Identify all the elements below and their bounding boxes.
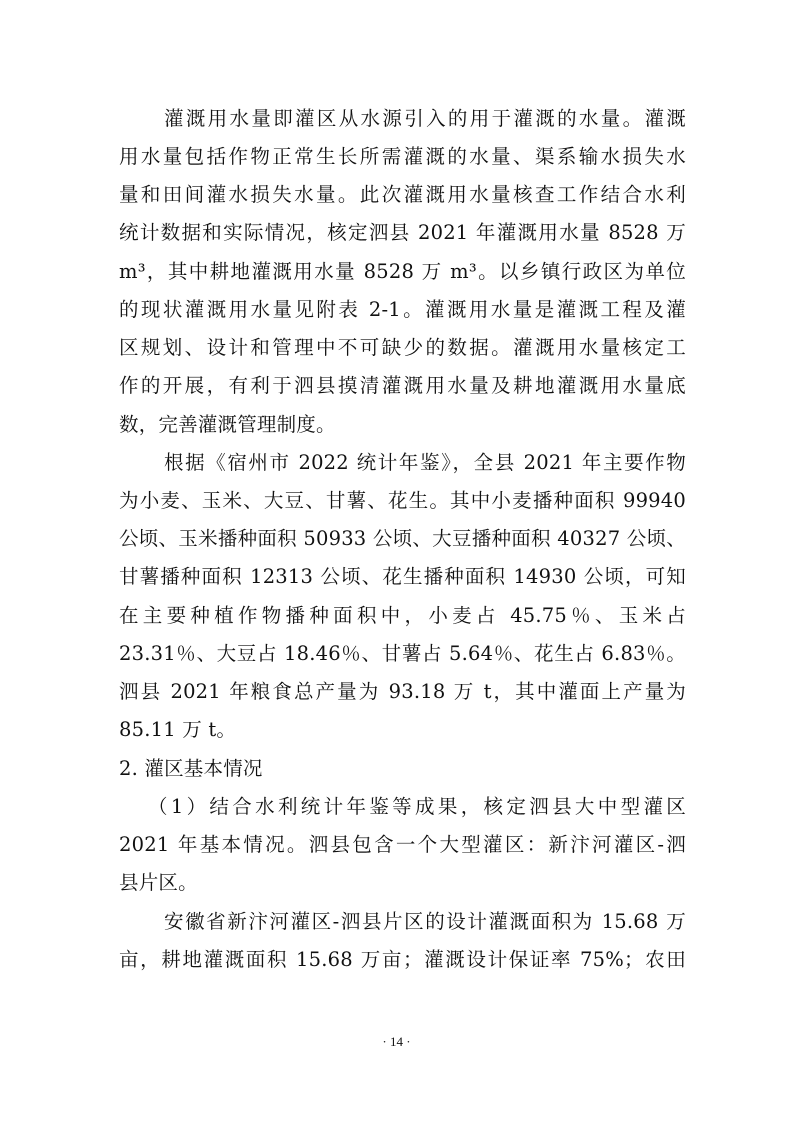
body-line-7: 区规划、设计和管理中不可缺少的数据。灌溉用水量核定工 — [119, 336, 686, 359]
body-line-8: 作的开展，有利于泗县摸清灌溉用水量及耕地灌溉用水量底 — [119, 374, 686, 397]
page-number: · 14 · — [382, 1034, 411, 1049]
body-line-10: 根据《宿州市 2022 统计年鉴》，全县 2021 年主要作物 — [164, 451, 686, 474]
body-line-17: 85.11 万 t。 — [119, 718, 237, 741]
body-line-5: m³，其中耕地灌溉用水量 8528 万 m³。以乡镇行政区为单位 — [119, 260, 686, 283]
body-line-22: 安徽省新汴河灌区-泗县片区的设计灌溉面积为 15.68 万 — [164, 910, 686, 933]
body-line-19: （1）结合水利统计年鉴等成果，核定泗县大中型灌区 — [148, 795, 686, 818]
body-line-12: 公顷、玉米播种面积 50933 公顷、大豆播种面积 40327 公顷、 — [119, 527, 686, 550]
body-line-6: 的现状灌溉用水量见附表 2-1。灌溉用水量是灌溉工程及灌 — [119, 298, 686, 321]
body-line-11: 为小麦、玉米、大豆、甘薯、花生。其中小麦播种面积 99940 — [119, 489, 686, 512]
body-line-15: 23.31％、大豆占 18.46％、甘薯占 5.64％、花生占 6.83％。 — [119, 642, 686, 665]
body-line-14: 在主要种植作物播种面积中，小麦占 45.75％、玉米占 — [119, 604, 686, 627]
body-line-16: 泗县 2021 年粮食总产量为 93.18 万 t，其中灌面上产量为 — [119, 680, 686, 703]
body-line-2: 用水量包括作物正常生长所需灌溉的水量、渠系输水损失水 — [119, 145, 686, 168]
body-line-4: 统计数据和实际情况，核定泗县 2021 年灌溉用水量 8528 万 — [119, 221, 686, 244]
body-line-9: 数，完善灌溉管理制度。 — [119, 413, 336, 436]
body-line-1: 灌溉用水量即灌区从水源引入的用于灌溉的水量。灌溉 — [164, 107, 686, 130]
body-line-21: 县片区。 — [119, 871, 198, 894]
body-line-13: 甘薯播种面积 12313 公顷、花生播种面积 14930 公顷，可知 — [119, 565, 686, 588]
body-line-20: 2021 年基本情况。泗县包含一个大型灌区：新汴河灌区-泗 — [119, 833, 686, 856]
body-line-23: 亩，耕地灌溉面积 15.68 万亩；灌溉设计保证率 75%；农田 — [119, 948, 686, 971]
section-heading: 2. 灌区基本情况 — [119, 757, 263, 780]
body-line-3: 量和田间灌水损失水量。此次灌溉用水量核查工作结合水利 — [119, 183, 686, 206]
